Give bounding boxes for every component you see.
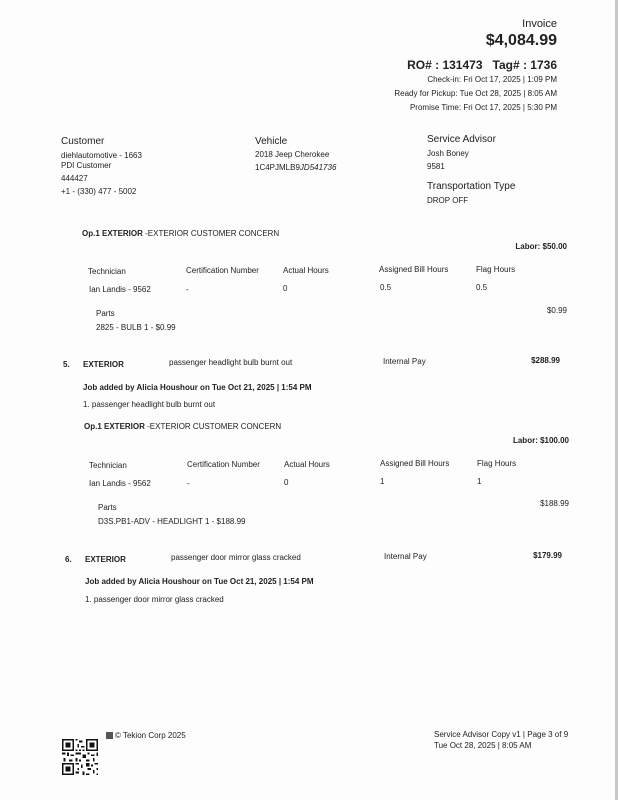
- promise-time: Promise Time: Fri Oct 17, 2025 | 5:30 PM: [409, 103, 557, 112]
- job-concern: passenger headlight bulb burnt out: [169, 358, 293, 367]
- job-concern: passenger door mirror glass cracked: [171, 553, 301, 562]
- job-pay-type: Internal Pay: [383, 357, 426, 366]
- labor-amount: Labor: $50.00: [515, 242, 567, 251]
- vehicle-model: 2018 Jeep Cherokee: [255, 150, 330, 159]
- ro-label: RO# :: [407, 58, 443, 72]
- col-technician: Technician: [89, 461, 127, 470]
- cell-certification: -: [187, 479, 190, 488]
- copyright-text: © Tekion Corp 2025: [115, 731, 186, 740]
- parts-total: $0.99: [546, 306, 567, 315]
- vin-suffix: JD541736: [299, 163, 337, 172]
- job-note: 1. passenger door mirror glass cracked: [85, 595, 224, 604]
- tag-number: 1736: [530, 58, 557, 72]
- customer-name: PDI Customer: [61, 161, 112, 170]
- op-line: [82, 229, 279, 238]
- col-flag-hours: Flag Hours: [477, 459, 517, 468]
- customer-account: diehlautomotive - 1663: [61, 151, 142, 160]
- part-line: 2825 - BULB 1 - $0.99: [96, 323, 176, 332]
- cell-assigned-hours: 1: [380, 477, 385, 486]
- qr-code-icon: [62, 739, 98, 775]
- job-number: 6.: [65, 555, 72, 564]
- transport-value: DROP OFF: [427, 196, 469, 205]
- cell-technician: Ian Landis - 9562: [89, 479, 151, 488]
- col-actual-hours: Actual Hours: [284, 460, 330, 469]
- col-flag-hours: Flag Hours: [476, 265, 516, 274]
- advisor-name: Josh Boney: [427, 149, 469, 158]
- customer-heading: Customer: [61, 136, 105, 147]
- job-added-by: Job added by Alicia Houshour on Tue Oct 21, 2025 | 1:54 PM: [85, 577, 314, 586]
- col-certification: Certification Number: [187, 460, 260, 469]
- job-category: EXTERIOR: [85, 555, 126, 564]
- copyright-line: [106, 731, 186, 740]
- ro-tag-line: [407, 58, 557, 72]
- transport-heading: Transportation Type: [427, 181, 516, 192]
- op-line: [84, 422, 281, 431]
- document-title: Invoice: [522, 18, 557, 30]
- vehicle-vin: [255, 163, 336, 172]
- op-description: -EXTERIOR CUSTOMER CONCERN: [142, 229, 280, 238]
- customer-number: 444427: [61, 174, 88, 183]
- parts-heading: Parts: [96, 309, 115, 318]
- col-technician: Technician: [88, 267, 126, 276]
- advisor-id: 9581: [427, 162, 445, 171]
- col-certification: Certification Number: [186, 266, 259, 275]
- vin-prefix: 1C4PJMLB9: [255, 163, 300, 172]
- parts-total: $188.99: [540, 499, 569, 508]
- job-amount: $288.99: [531, 356, 560, 365]
- invoice-total: $4,084.99: [485, 32, 557, 49]
- op-label: Op.1 EXTERIOR: [84, 422, 145, 431]
- parts-heading: Parts: [98, 503, 117, 512]
- job-number: 5.: [63, 360, 70, 369]
- job-added-by: Job added by Alicia Houshour on Tue Oct 21, 2025 | 1:54 PM: [83, 383, 312, 392]
- vehicle-heading: Vehicle: [255, 136, 288, 147]
- tag-label: Tag# :: [492, 58, 531, 72]
- customer-phone: +1 - (330) 477 - 5002: [61, 187, 137, 196]
- job-category: EXTERIOR: [83, 360, 124, 369]
- cell-flag-hours: 0.5: [476, 283, 488, 292]
- labor-amount: Labor: $100.00: [512, 436, 569, 445]
- cell-actual-hours: 0: [283, 284, 288, 293]
- col-assigned-hours: Assigned Bill Hours: [380, 459, 450, 468]
- job-note: 1. passenger headlight bulb burnt out: [83, 400, 216, 409]
- copy-info: Service Advisor Copy v1 | Page 3 of 9: [434, 730, 569, 739]
- cell-technician: Ian Landis - 9562: [89, 285, 151, 294]
- ready-time: Ready for Pickup: Tue Oct 28, 2025 | 8:05 AM: [394, 89, 557, 98]
- tekion-logo-icon: [106, 732, 113, 739]
- ro-number: 131473: [442, 58, 483, 72]
- cell-certification: -: [186, 285, 189, 294]
- printed-time: Tue Oct 28, 2025 | 8:05 AM: [434, 741, 532, 750]
- job-pay-type: Internal Pay: [384, 552, 427, 561]
- cell-actual-hours: 0: [284, 478, 289, 487]
- advisor-heading: Service Advisor: [427, 134, 496, 145]
- job-amount: $179.99: [533, 551, 562, 560]
- col-assigned-hours: Assigned Bill Hours: [379, 265, 449, 274]
- op-description: -EXTERIOR CUSTOMER CONCERN: [144, 422, 282, 431]
- cell-assigned-hours: 0.5: [380, 283, 392, 292]
- cell-flag-hours: 1: [477, 477, 482, 486]
- part-line: D3S.PB1-ADV - HEADLIGHT 1 - $188.99: [98, 517, 246, 526]
- col-actual-hours: Actual Hours: [283, 266, 329, 275]
- checkin-time: Check-in: Fri Oct 17, 2025 | 1:09 PM: [427, 75, 557, 84]
- op-label: Op.1 EXTERIOR: [82, 229, 143, 238]
